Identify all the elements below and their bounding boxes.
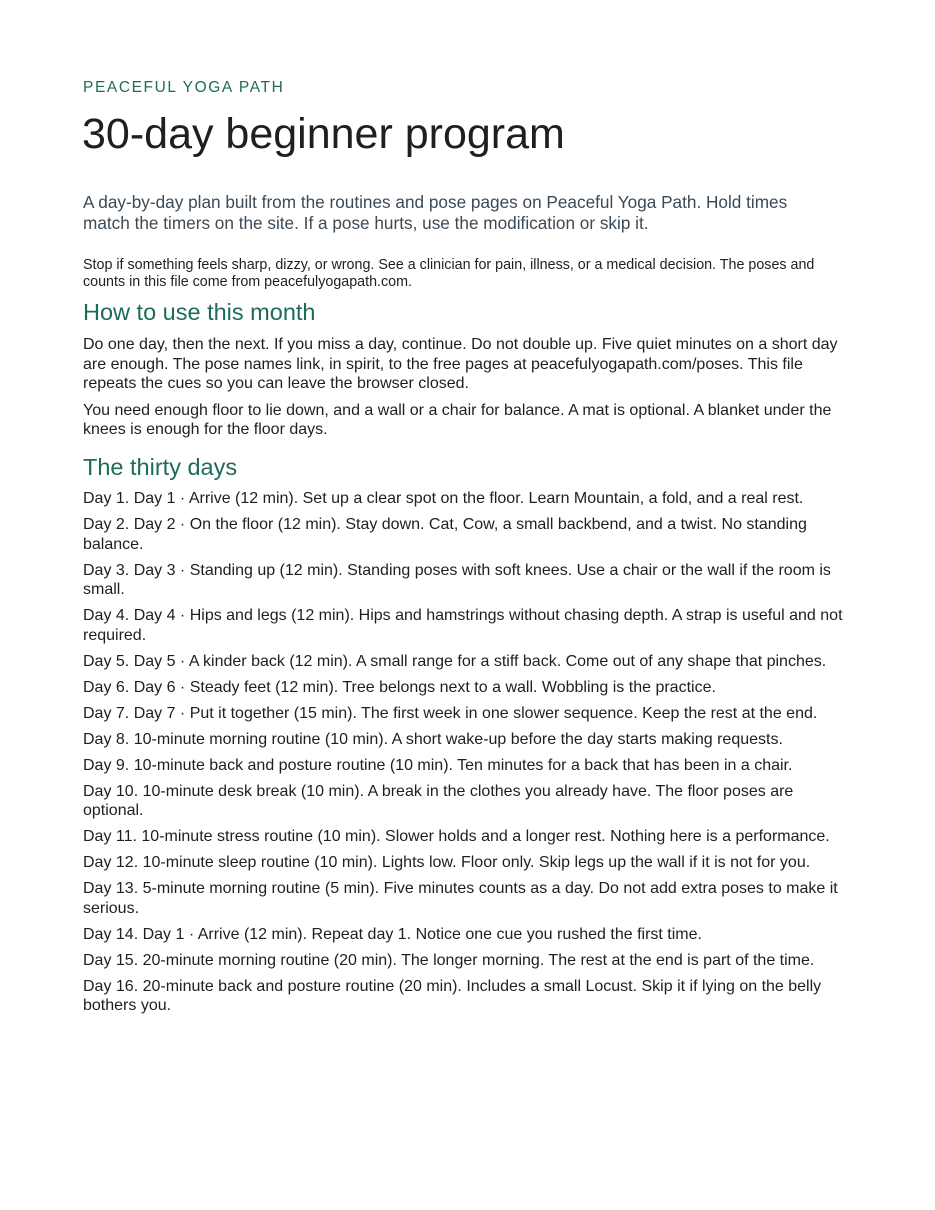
day-item: Day 9. 10-minute back and posture routine (10 min). Ten minutes for a back that has been in a chair. xyxy=(83,756,793,774)
usage-paragraph: You need enough floor to lie down, and a wall or a chair for balance. A mat is optional. A blanket under the knees is enough for the floor days. xyxy=(83,401,832,438)
day-item: Day 6. Day 6 · Steady feet (12 min). Tree belongs next to a wall. Wobbling is the practice. xyxy=(83,678,716,696)
intro-paragraph: A day-by-day plan built from the routines and pose pages on Peaceful Yoga Path. Hold times match the timers on the site. If a pose hurts, use the modification or skip it. xyxy=(83,192,788,233)
day-item: Day 3. Day 3 · Standing up (12 min). Standing poses with soft knees. Use a chair or the wall if the room is small. xyxy=(83,561,831,598)
day-item: Day 15. 20-minute morning routine (20 min). The longer morning. The rest at the end is part of the time. xyxy=(83,951,815,969)
day-item: Day 13. 5-minute morning routine (5 min). Five minutes counts as a day. Do not add extra poses to make it serious. xyxy=(83,880,838,917)
day-item: Day 5. Day 5 · A kinder back (12 min). A small range for a stiff back. Come out of any shape that pinches. xyxy=(83,652,827,670)
page-title: 30-day beginner program xyxy=(82,110,565,158)
usage-paragraph: Do one day, then the next. If you miss a day, continue. Do not double up. Five quiet minutes on a short day are enough. The pose names link, in spirit, to the free pages at peacefulyogapath.com/poses. This file repeats the cues so you can leave the browser closed. xyxy=(83,336,838,392)
day-item: Day 7. Day 7 · Put it together (15 min). The first week in one slower sequence. Keep the rest at the end. xyxy=(83,704,818,722)
brand-label: PEACEFUL YOGA PATH xyxy=(83,79,285,96)
day-item: Day 8. 10-minute morning routine (10 min). A short wake-up before the day starts making requests. xyxy=(83,730,783,748)
days-heading: The thirty days xyxy=(83,454,238,480)
day-item: Day 14. Day 1 · Arrive (12 min). Repeat day 1. Notice one cue you rushed the first time. xyxy=(83,925,702,943)
usage-heading: How to use this month xyxy=(83,299,316,325)
day-item: Day 10. 10-minute desk break (10 min). A break in the clothes you already have. The floor poses are optional. xyxy=(83,782,794,819)
days-section xyxy=(83,453,843,1022)
usage-section xyxy=(83,298,843,447)
day-item: Day 12. 10-minute sleep routine (10 min). Lights low. Floor only. Skip legs up the wall if it is not for you. xyxy=(83,854,811,871)
day-item: Day 2. Day 2 · On the floor (12 min). Stay down. Cat, Cow, a small backbend, and a twist. No standing balance. xyxy=(83,516,807,553)
safety-disclaimer: Stop if something feels sharp, dizzy, or wrong. See a clinician for pain, illness, or a medical decision. The poses and counts in this file come from peacefulyogapath.com. xyxy=(83,257,815,290)
day-item: Day 11. 10-minute stress routine (10 min). Slower holds and a longer rest. Nothing here is a performance. xyxy=(83,828,830,845)
day-item: Day 1. Day 1 · Arrive (12 min). Set up a clear spot on the floor. Learn Mountain, a fold, and a real rest. xyxy=(83,490,804,507)
day-item: Day 4. Day 4 · Hips and legs (12 min). Hips and hamstrings without chasing depth. A strap is useful and not required. xyxy=(83,607,843,644)
day-item: Day 16. 20-minute back and posture routine (20 min). Includes a small Locust. Skip it if lying on the belly bothers you. xyxy=(83,977,822,1014)
days-list xyxy=(83,489,843,1016)
